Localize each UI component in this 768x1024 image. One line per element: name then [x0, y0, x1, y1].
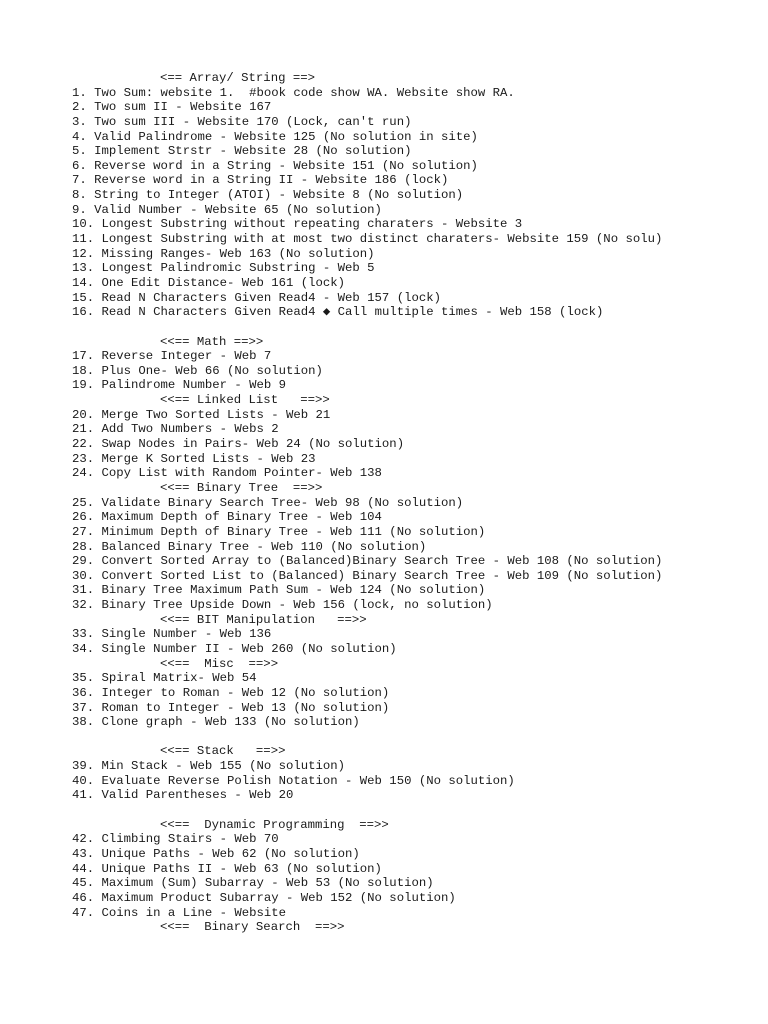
list-item: 27. Minimum Depth of Binary Tree - Web 111 (No solution) [72, 524, 486, 539]
list-item: 9. Valid Number - Website 65 (No solution) [72, 202, 382, 217]
section-heading: <<== Stack ==>> [160, 744, 286, 759]
list-item: 36. Integer to Roman - Web 12 (No solution) [72, 685, 390, 700]
section-heading: <<== Linked List ==>> [160, 393, 330, 408]
section-heading: <<== BIT Manipulation ==>> [160, 612, 367, 627]
list-item: 13. Longest Palindromic Substring - Web 5 [72, 261, 375, 276]
list-item: 19. Palindrome Number - Web 9 [72, 378, 287, 393]
list-item: 40. Evaluate Reverse Polish Notation - Web 150 (No solution) [72, 773, 515, 788]
list-item: 31. Binary Tree Maximum Path Sum - Web 124 (No solution) [72, 583, 486, 598]
blank-line [72, 320, 762, 335]
list-item: 15. Read N Characters Given Read4 - Web 157 (lock) [72, 290, 441, 305]
list-item: 22. Swap Nodes in Pairs- Web 24 (No solution) [72, 437, 405, 452]
list-item: 11. Longest Substring with at most two distinct charaters- Website 159 (No solu) [72, 232, 663, 247]
list-item: 45. Maximum (Sum) Subarray - Web 53 (No solution) [72, 876, 434, 891]
list-item: 30. Convert Sorted List to (Balanced) Binary Search Tree - Web 109 (No solution) [72, 568, 663, 583]
list-item: 5. Implement Strstr - Website 28 (No solution) [72, 144, 412, 159]
list-item: 1. Two Sum: website 1. #book code show WA. Website show RA. [72, 85, 515, 100]
blank-line [72, 803, 762, 818]
list-item: 18. Plus One- Web 66 (No solution) [72, 363, 323, 378]
list-item: 7. Reverse word in a String II - Website 186 (lock) [72, 173, 449, 188]
list-item: 34. Single Number II - Web 260 (No solution) [72, 641, 397, 656]
list-item: 26. Maximum Depth of Binary Tree - Web 104 [72, 510, 382, 525]
list-item: 28. Balanced Binary Tree - Web 110 (No solution) [72, 539, 427, 554]
list-item: 24. Copy List with Random Pointer- Web 138 [72, 466, 382, 481]
list-item: 46. Maximum Product Subarray - Web 152 (No solution) [72, 890, 456, 905]
list-item: 14. One Edit Distance- Web 161 (lock) [72, 275, 346, 290]
section-heading: <<== Binary Search ==>> [160, 920, 345, 935]
blank-line [72, 730, 762, 745]
list-item: 17. Reverse Integer - Web 7 [72, 349, 272, 364]
section-heading: <== Array/ String ==> [160, 71, 315, 85]
list-item: 33. Single Number - Web 136 [72, 627, 272, 642]
section-heading: <<== Math ==>> [160, 334, 264, 349]
section-heading: <<== Misc ==>> [160, 656, 279, 671]
list-item: 20. Merge Two Sorted Lists - Web 21 [72, 407, 331, 422]
list-item: 35. Spiral Matrix- Web 54 [72, 671, 257, 686]
list-item: 39. Min Stack - Web 155 (No solution) [72, 759, 346, 774]
list-item: 32. Binary Tree Upside Down - Web 156 (lock, no solution) [72, 598, 493, 613]
list-item: 44. Unique Paths II - Web 63 (No solution) [72, 861, 382, 876]
list-item: 10. Longest Substring without repeating charaters - Website 3 [72, 217, 523, 232]
list-item: 25. Validate Binary Search Tree- Web 98 (No solution) [72, 495, 464, 510]
list-item: 2. Two sum II - Website 167 [72, 100, 272, 115]
list-item: 38. Clone graph - Web 133 (No solution) [72, 715, 360, 730]
list-item: 37. Roman to Integer - Web 13 (No solution) [72, 700, 390, 715]
list-item: 4. Valid Palindrome - Website 125 (No solution in site) [72, 129, 478, 144]
list-item: 16. Read N Characters Given Read4 ◆ Call multiple times - Web 158 (lock) [72, 305, 604, 320]
list-item: 41. Valid Parentheses - Web 20 [72, 788, 294, 803]
list-item: 6. Reverse word in a String - Website 151 (No solution) [72, 158, 478, 173]
list-item: 43. Unique Paths - Web 62 (No solution) [72, 846, 360, 861]
list-item: 42. Climbing Stairs - Web 70 [72, 832, 279, 847]
list-item: 3. Two sum III - Website 170 (Lock, can't run) [72, 114, 412, 129]
list-item: 12. Missing Ranges- Web 163 (No solution) [72, 246, 375, 261]
list-item: 21. Add Two Numbers - Webs 2 [72, 422, 279, 437]
list-item: 29. Convert Sorted Array to (Balanced)Binary Search Tree - Web 108 (No solution) [72, 554, 663, 569]
section-heading: <<== Dynamic Programming ==>> [160, 817, 389, 832]
list-item: 23. Merge K Sorted Lists - Web 23 [72, 451, 316, 466]
section-heading: <<== Binary Tree ==>> [160, 480, 323, 495]
document-body [72, 71, 762, 935]
list-item: 47. Coins in a Line - Website [72, 905, 287, 920]
list-item: 8. String to Integer (ATOI) - Website 8 (No solution) [72, 188, 464, 203]
